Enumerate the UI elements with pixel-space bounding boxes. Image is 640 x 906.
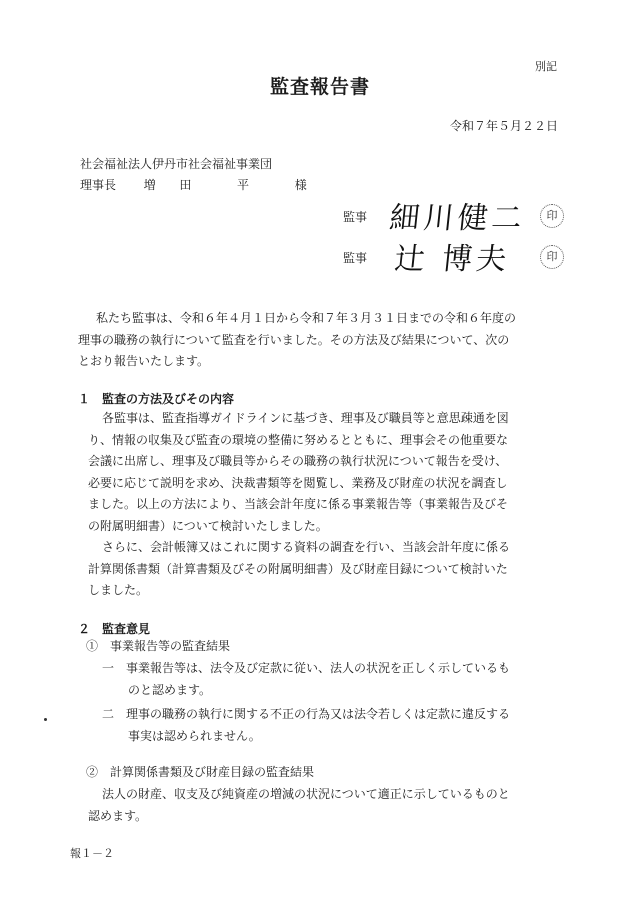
opinion-line: 事実は認められません。 xyxy=(128,729,261,743)
auditor-signature: 辻 博夫 xyxy=(392,242,513,277)
page-reference: 報１－２ xyxy=(70,847,114,860)
annex-label: 別記 xyxy=(535,60,557,73)
subsection-heading: ① 事業報告等の監査結果 xyxy=(86,639,231,653)
body-line: 会議に出席し、理事及び職員等からその職務の執行状況について報告を受け、 xyxy=(88,454,508,468)
addressee-name-part: 平 xyxy=(237,178,250,192)
intro-line: 私たち監事は、令和６年４月１日から令和７年３月３１日までの令和６年度の xyxy=(96,311,517,325)
addressee-role: 理事長 xyxy=(80,178,117,192)
addressee-honorific: 様 xyxy=(294,178,307,192)
opinion-line: 認めます。 xyxy=(88,809,148,823)
seal-icon: 印 xyxy=(540,204,564,228)
body-line: しました。 xyxy=(88,583,149,597)
body-line: 計算関係書類（計算書類及びその附属明細書）及び財産目録について検討いた xyxy=(88,562,508,576)
intro-line: 理事の職務の執行について監査を行いました。その方法及び結果について、次の xyxy=(78,333,510,347)
body-line: さらに、会計帳簿又はこれに関する資料の調査を行い、当該会計年度に係る xyxy=(102,540,511,554)
auditor-label: 監事 xyxy=(343,210,368,224)
subsection-heading: ② 計算関係書類及び財産目録の監査結果 xyxy=(86,765,315,779)
addressee-name-part: 田 xyxy=(179,178,192,192)
addressee-organization: 社会福祉法人伊丹市社会福祉事業団 xyxy=(80,157,273,171)
opinion-line: のと認めます。 xyxy=(128,683,212,697)
opinion-line: 法人の財産、収支及び純資産の増減の状況について適正に示しているものと xyxy=(102,787,510,801)
body-line: 必要に応じて説明を求め、決裁書類等を閲覧し、業務及び財産の状況を調査し xyxy=(88,476,508,490)
addressee-line xyxy=(80,176,307,193)
addressee-name-part: 増 xyxy=(143,178,156,192)
body-line: の附属明細書）について検討いたしました。 xyxy=(88,519,328,533)
scan-speck xyxy=(44,718,47,721)
body-line: 各監事は、監査指導ガイドラインに基づき、理事及び職員等と意思疎通を図 xyxy=(102,411,509,425)
opinion-line: 一 事業報告等は、法令及び定款に従い、法人の状況を正しく示しているも xyxy=(102,661,511,675)
document-title: 監査報告書 xyxy=(269,76,370,98)
opinion-line: 二 理事の職務の執行に関する不正の行為又は法令若しくは定款に違反する xyxy=(102,707,511,721)
auditor-signature: 細川健二 xyxy=(387,201,528,236)
report-date: 令和７年５月２２日 xyxy=(449,119,558,133)
section-heading: １ 監査の方法及びその内容 xyxy=(78,392,235,406)
seal-icon: 印 xyxy=(540,245,564,269)
intro-line: とおり報告いたします。 xyxy=(78,354,210,368)
section-heading: ２ 監査意見 xyxy=(78,622,151,636)
body-line: り、情報の収集及び監査の環境の整備に努めるとともに、理事会その他重要な xyxy=(88,433,509,447)
auditor-label: 監事 xyxy=(343,251,368,265)
body-line: ました。以上の方法により、当該会計年度に係る事業報告等（事業報告及びそ xyxy=(88,497,509,511)
